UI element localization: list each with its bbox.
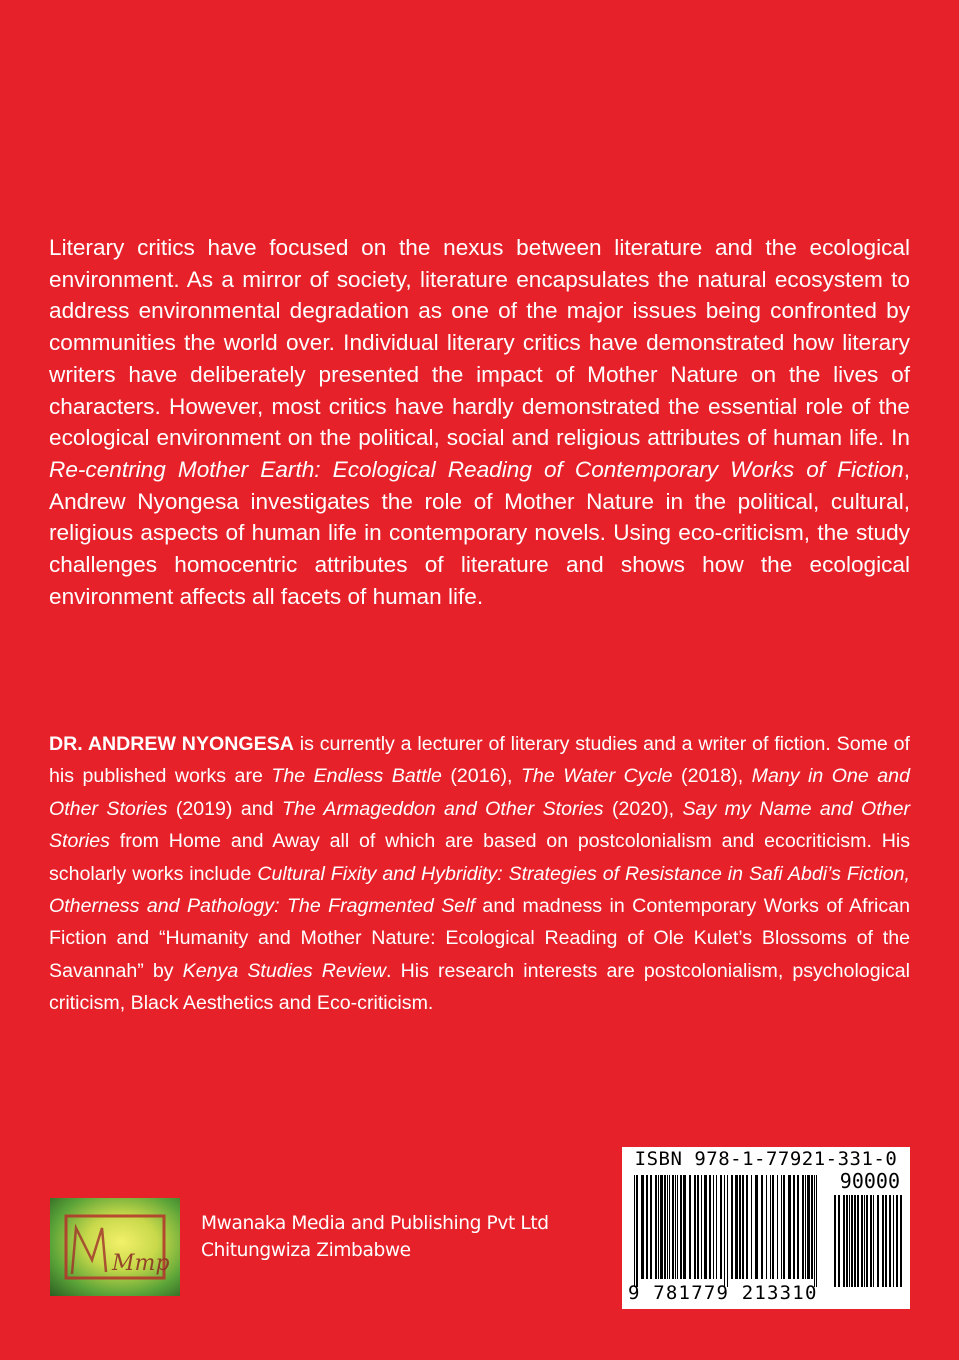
logo-lettering: Mmp xyxy=(112,1251,170,1276)
barcode-addon-bar xyxy=(849,1195,850,1287)
barcode-bar xyxy=(701,1175,702,1279)
barcode-addon-bar xyxy=(870,1195,872,1287)
book-description xyxy=(49,232,910,612)
barcode-addon-bar xyxy=(893,1195,894,1287)
barcode-bar xyxy=(689,1175,691,1279)
barcode-bar xyxy=(669,1175,670,1279)
work-title: Many in One and Other Stories xyxy=(49,765,910,820)
bio-text: (2016), xyxy=(441,765,521,788)
barcode-bar xyxy=(731,1175,733,1279)
barcode-bar xyxy=(655,1175,657,1279)
barcode-addon-bar xyxy=(873,1195,874,1287)
barcode-bar xyxy=(677,1175,678,1279)
barcode-bar xyxy=(680,1175,682,1279)
barcode-bar xyxy=(636,1175,638,1287)
barcode-addon-bar xyxy=(846,1195,848,1287)
bio-text: (2018), xyxy=(672,765,752,788)
barcode-bar xyxy=(709,1175,711,1279)
barcode-bar xyxy=(713,1175,714,1279)
description-text-continued: , Andrew Nyongesa investigates the role of Mother Nature in the political, cultural, religious aspects of human life in contemporary novels. Using eco-criticism, the study challenges homocentric attributes of literature and shows how the ecological environment affects all facets of human life. xyxy=(49,456,910,609)
barcode-bar xyxy=(724,1175,725,1287)
barcode-bar xyxy=(811,1175,813,1279)
barcode-bar xyxy=(641,1175,644,1279)
barcode-bar xyxy=(772,1175,774,1279)
barcode-addon-bar xyxy=(857,1195,859,1287)
journal-title: Kenya Studies Review xyxy=(182,959,387,982)
barcode-bar xyxy=(746,1175,748,1279)
bio-text: (2019) and xyxy=(167,797,282,820)
barcode-bar xyxy=(735,1175,738,1279)
bio-text: from Home and Away all of which are based on postcolonialism and ecocriticism. His scholarly works include xyxy=(49,830,910,885)
barcode-bar xyxy=(770,1175,771,1279)
bio-text: and madness in Contemporary Works of African Fiction and “Humanity and Mother Nature: Ecological Reading of Ole Kulet’s Blossoms of the Savannah” by xyxy=(49,895,911,982)
barcode-bar xyxy=(646,1175,648,1279)
barcode-bar xyxy=(664,1175,666,1279)
barcode-bar xyxy=(783,1175,785,1279)
barcode-addon-bar xyxy=(882,1195,884,1287)
isbn-barcode xyxy=(622,1147,910,1309)
barcode-addon-bar xyxy=(900,1195,902,1287)
barcode-addon-bar xyxy=(838,1195,840,1287)
barcode-bar xyxy=(694,1175,696,1279)
barcode-bar xyxy=(755,1175,758,1279)
bio-text: . His research interests are postcolonialism, psychological criticism, Black Aesthetics and Eco-criticism. xyxy=(49,959,910,1015)
work-title: The Endless Battle xyxy=(271,765,442,788)
work-title: Cultural Fixity and Hybridity: Strategies of Resistance in Safi Abdi’s Fiction, Otherness and Pathology: The Fragmented Self xyxy=(49,862,911,918)
barcode-bar xyxy=(660,1175,663,1279)
barcode-bar xyxy=(672,1175,674,1279)
barcode-bar xyxy=(683,1175,686,1279)
author-name: DR. ANDREW NYONGESA xyxy=(49,733,294,755)
work-title: The Armageddon and Other Stories xyxy=(281,797,604,820)
barcode-bar xyxy=(793,1175,795,1279)
publisher-info xyxy=(201,1210,549,1264)
barcode-bar xyxy=(802,1175,804,1279)
author-bio xyxy=(49,728,910,1020)
barcode-addon-bar xyxy=(866,1195,868,1287)
barcode-bar xyxy=(797,1175,799,1279)
barcode-bar xyxy=(697,1175,699,1279)
barcode-bar xyxy=(704,1175,707,1279)
bio-text: (2020), xyxy=(603,797,683,820)
barcode-bar xyxy=(814,1175,815,1287)
price-code: 90000 xyxy=(839,1169,900,1193)
barcode-bar xyxy=(727,1175,728,1287)
work-title: The Water Cycle xyxy=(520,765,673,788)
bio-text: is currently a lecturer of literary studies and a writer of fiction. Some of his published works are xyxy=(49,733,910,788)
barcode-bar xyxy=(716,1175,717,1279)
barcode-digits: 9 781779 213310 xyxy=(628,1282,818,1304)
barcode-addon-bar xyxy=(851,1195,853,1287)
barcode-addon-bar xyxy=(877,1195,879,1287)
barcode-addon-bar xyxy=(889,1195,891,1287)
isbn-number: ISBN 978-1-77921-331-0 xyxy=(634,1148,898,1170)
work-title: Say my Name and Other Stories xyxy=(49,797,910,853)
barcode-bar xyxy=(658,1175,659,1279)
publisher-name: Mwanaka Media and Publishing Pvt Ltd xyxy=(201,1213,549,1234)
barcode-addon-bar xyxy=(834,1195,836,1287)
publisher-logo xyxy=(50,1198,180,1296)
barcode-addon-bar xyxy=(854,1195,856,1287)
barcode-bar xyxy=(816,1175,817,1287)
barcode-bar xyxy=(675,1175,676,1279)
barcode-addon-bar xyxy=(896,1195,898,1287)
barcode-bar xyxy=(742,1175,744,1279)
barcode-bar xyxy=(788,1175,791,1279)
barcode-addon-bar xyxy=(843,1195,845,1287)
barcode-bar xyxy=(751,1175,752,1279)
barcode-addon-bar xyxy=(864,1195,865,1287)
barcode-bar xyxy=(777,1175,778,1279)
barcode-bar xyxy=(766,1175,767,1279)
barcode-bar xyxy=(781,1175,782,1279)
barcode-bar xyxy=(761,1175,763,1279)
barcode-bar xyxy=(650,1175,652,1279)
barcode-bar xyxy=(807,1175,810,1279)
barcode-bar xyxy=(720,1175,722,1279)
barcode-addon-bar xyxy=(885,1195,887,1287)
book-title: Re-centring Mother Earth: Ecological Reading of Contemporary Works of Fiction xyxy=(49,456,904,482)
barcode-bar xyxy=(805,1175,806,1279)
barcode-bar xyxy=(739,1175,741,1279)
barcode-addon-bar xyxy=(861,1195,863,1287)
barcode-bar xyxy=(634,1175,635,1287)
description-text: Literary critics have focused on the nexus between literature and the ecological environment. As a mirror of society, literature encapsulates the natural ecosystem to address environmental degradation as one of the major issues being confronted by communities the world over. Individual literary critics have demonstrated how literary writers have deliberately presented the impact of Mother Nature on the lives of characters. However, most critics have hardly demonstrated the essential role of the ecological environment on the political, social and religious attributes of human life. In xyxy=(49,235,910,451)
publisher-location: Chitungwiza Zimbabwe xyxy=(201,1240,411,1261)
barcode-bar xyxy=(667,1175,668,1279)
